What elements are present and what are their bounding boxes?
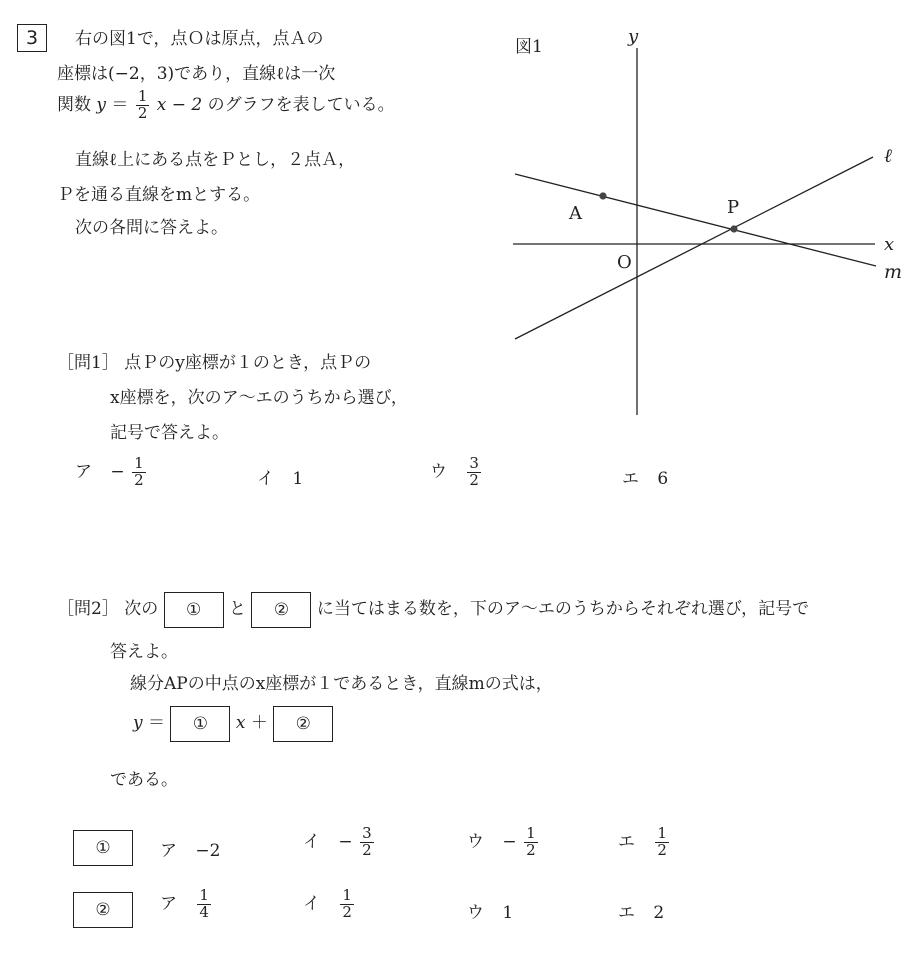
q1-choice-c-num: 3 (469, 454, 479, 472)
figure-title: 図1 (515, 37, 543, 57)
q2-row-2-label: ② (73, 892, 133, 928)
eq-fraction-num: 1 (137, 87, 148, 105)
q1-choice-a-frac (132, 456, 146, 489)
q2-tag: ［問2］ (57, 599, 119, 619)
eq-rest: x − 2 (156, 94, 203, 115)
q1-choice-a-num: 1 (134, 454, 144, 472)
intro-line-6: 次の各問に答えよ。 (75, 218, 228, 238)
q2-row-2 (73, 892, 133, 928)
q1-line-3: 記号で答えよ。 (110, 423, 229, 443)
q1-choice-d-kana: エ (622, 469, 639, 489)
q1-choice-b-kana: イ (257, 469, 274, 489)
intro-line-4: 直線ℓ上にある点をＰとし，２点Ａ， (75, 150, 356, 170)
q2-equation (133, 704, 333, 742)
problem-number: 3 (17, 24, 47, 52)
q2-r2-choice-a (160, 888, 213, 921)
q2-blank-2: ② (251, 592, 311, 628)
q2-eq-x: x (235, 713, 246, 733)
q2-r1-choice-c-sign: − (502, 831, 517, 852)
q2-r2-choice-d-value: 2 (653, 903, 665, 923)
q1-choice-a-sign: − (110, 461, 125, 482)
q2-post: に当てはまる数を，下のア〜エのうちからそれぞれ選び，記号で (316, 599, 810, 619)
intro-line-1: 右の図1で，点Ｏは原点，点Ａの (75, 29, 324, 49)
q1-choice-c-kana: ウ (430, 461, 447, 482)
q2-line-3: 線分APの中点のx座標が１であるとき，直線mの式は， (130, 674, 553, 694)
q2-eq-plus: ＋ (250, 713, 268, 733)
origin-label: O (617, 252, 632, 273)
q1-choice-a (75, 456, 148, 489)
eq-fraction-den: 2 (137, 103, 148, 122)
line-l (515, 157, 873, 339)
q2-r1-choice-b-den: 2 (362, 840, 372, 859)
q1-choice-d (622, 464, 668, 489)
q2-r1-choice-d-kana: エ (618, 831, 635, 852)
q2-r1-choice-c-frac (524, 826, 538, 859)
q1-line-1 (57, 348, 371, 373)
point-a (599, 192, 606, 199)
intro-line-3-pre: 関数 (57, 94, 91, 115)
q1-choice-d-value: 6 (657, 469, 669, 489)
q2-r2-choice-c-value: 1 (502, 903, 514, 923)
point-a-label: A (569, 203, 582, 224)
q2-r1-choice-b-num: 3 (362, 824, 372, 842)
q2-r1-choice-d-frac (655, 826, 669, 859)
q2-r1-choice-a-value: −2 (195, 841, 221, 861)
q1-choice-c-den: 2 (469, 470, 479, 489)
q2-r2-choice-d (618, 898, 664, 923)
q2-r2-choice-a-frac (197, 888, 211, 921)
q1-tag: ［問1］ (57, 353, 119, 373)
q2-eq-blank-2: ② (273, 706, 333, 742)
q2-pre: 次の (124, 599, 159, 619)
q1-choice-c-frac (467, 456, 481, 489)
q2-eq-equals: ＝ (148, 713, 166, 733)
q2-r1-choice-d-num: 1 (657, 824, 667, 842)
q2-eq-y: y (133, 713, 143, 733)
q2-row-1 (73, 830, 133, 866)
eq-equals: ＝ (111, 94, 129, 115)
point-p-label: P (727, 197, 740, 218)
q2-row-1-label: ① (73, 830, 133, 866)
figure-1 (0, 0, 910, 480)
q2-r1-choice-a-kana: ア (160, 841, 177, 861)
q2-r2-choice-c (467, 898, 513, 923)
q1-line-2: x座標を，次のア〜エのうちから選び， (110, 388, 408, 408)
q2-r1-choice-d (618, 826, 671, 859)
q2-r2-choice-b-frac (340, 888, 354, 921)
q2-r2-choice-b-den: 2 (342, 902, 352, 921)
q1-choice-a-den: 2 (134, 470, 144, 489)
q2-r2-choice-b (303, 888, 356, 921)
q2-r1-choice-c-num: 1 (526, 824, 536, 842)
q2-eq-blank-1: ① (170, 706, 230, 742)
q1-text-1: 点Ｐのy座標が１のとき，点Ｐの (124, 353, 372, 373)
q2-line-5: である。 (110, 770, 178, 790)
q2-r2-choice-a-kana: ア (160, 893, 177, 914)
intro-line-2: 座標は(−2，3)であり，直線ℓは一次 (57, 64, 336, 84)
intro-line-3-post: のグラフを表している。 (207, 94, 395, 115)
intro-line-5: Ｐを通る直線をmとする。 (57, 185, 261, 205)
q2-r2-choice-b-kana: イ (303, 893, 320, 914)
line-m-label: m (884, 261, 903, 283)
line-l-label: ℓ (884, 145, 892, 167)
q2-r2-choice-d-kana: エ (618, 903, 635, 923)
q2-line-1 (57, 590, 809, 628)
q2-r2-choice-b-num: 1 (342, 886, 352, 904)
q2-line-2: 答えよ。 (110, 642, 178, 662)
q2-r2-choice-c-kana: ウ (467, 903, 484, 923)
q2-r2-choice-a-num: 1 (199, 886, 209, 904)
point-p (730, 225, 737, 232)
q2-r2-choice-a-den: 4 (199, 902, 209, 921)
q2-r1-choice-b-kana: イ (303, 831, 320, 852)
q1-choice-a-kana: ア (75, 461, 92, 482)
eq-y: y (96, 94, 107, 115)
y-axis-label: y (628, 26, 639, 47)
x-axis-label: x (884, 234, 895, 255)
q2-r1-choice-b-frac (360, 826, 374, 859)
q2-r1-choice-b (303, 826, 376, 859)
q2-blank-1: ① (164, 592, 224, 628)
q1-choice-c (430, 456, 483, 489)
q2-r1-choice-c-den: 2 (526, 840, 536, 859)
q2-r1-choice-c-kana: ウ (467, 831, 484, 852)
q2-to: と (229, 599, 247, 619)
q2-r1-choice-d-den: 2 (657, 840, 667, 859)
q1-choice-b-value: 1 (292, 469, 304, 489)
q1-choice-b (257, 464, 303, 489)
q2-r1-choice-a (160, 836, 220, 861)
q2-r1-choice-c (467, 826, 540, 859)
q2-r1-choice-b-sign: − (338, 831, 353, 852)
